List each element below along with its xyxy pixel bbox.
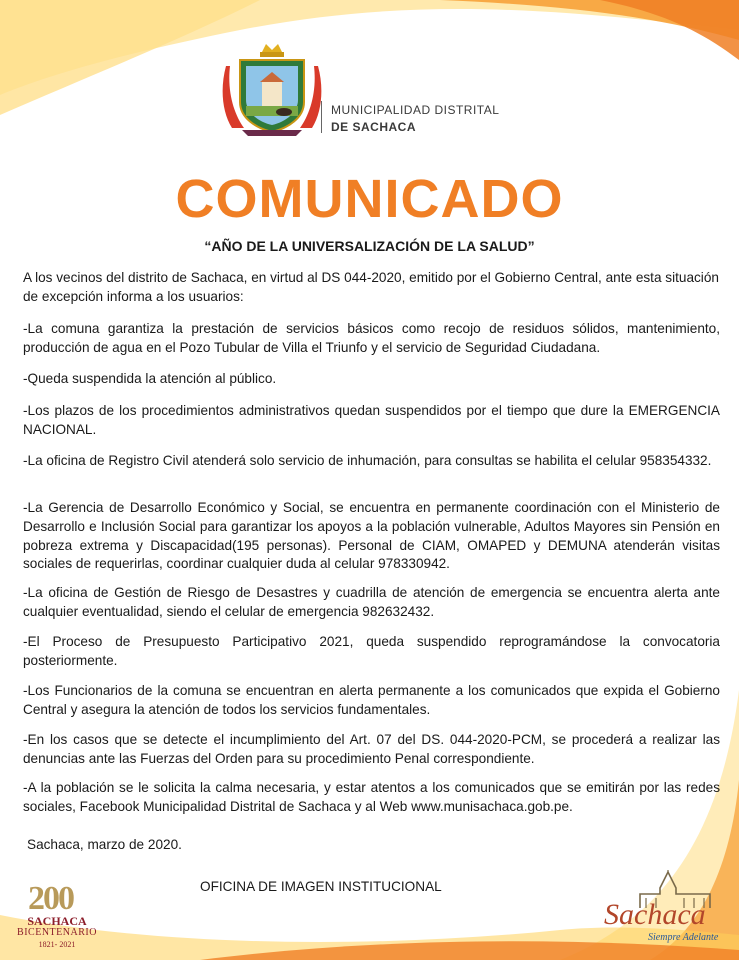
bicentenario-years: 1821- 2021 [38,940,76,949]
municipality-district: DE SACHACA [331,120,417,134]
paragraph-intro: A los vecinos del distrito de Sachaca, en virtud al DS 044-2020, emitido por el Gobierno Central, ante esta situación de excepción informa a los usuarios: [23,270,719,304]
brand-slogan: Siempre Adelante [648,932,719,943]
paragraph-attention-suspended: -Queda suspendida la atención al público. [23,371,277,386]
bicentenario-name: SACHACA [27,914,87,928]
municipality-name: MUNICIPALIDAD DISTRITAL [331,103,500,117]
paragraph-risk-management: -La oficina de Gestión de Riesgo de Desastres y cuadrilla de atención de emergencia se encuentra alerta ante cualquier eventualidad, siendo el celular de emergencia 982632432. [23,585,720,619]
paragraph-participatory-budget: -El Proceso de Presupuesto Participativo 2021, queda suspendido reprogramándose la convocatoria posteriormente. [23,634,720,668]
paragraph-non-compliance: -En los casos que se detecte el incumplimiento del Art. 07 del DS. 044-2020-PCM, se procederá a realizar las denuncias ante las Fuerzas del Orden para su procedimiento Penal correspondiente. [23,732,720,766]
paragraph-social-development: -La Gerencia de Desarrollo Económico y Social, se encuentra en permanente coordinación con el Ministerio de Desarrollo e Inclusión Social para garantizar los apoyos a la población vulnerable, Adultos Mayores sin Pensión en pobreza extrema y Discapacidad(195 personas). Personal de CIAM, OMAPED y DEMUNA atenderán visitas sociales de requerirlas, coordinar cualquier duda al celular 978330942. [23,500,720,572]
paragraph-basic-services: -La comuna garantiza la prestación de servicios básicos como recojo de residuos sólidos, mantenimiento, producción de agua en el Pozo Tubular de Villa el Triunfo y el servicio de Seguridad Ciudadana. [23,321,720,355]
year-motto: “AÑO DE LA UNIVERSALIZACIÓN DE LA SALUD” [204,238,535,254]
municipal-crest-icon [222,42,322,138]
paragraph-civil-registry: -La oficina de Registro Civil atenderá solo servicio de inhumación, para consultas se habilita el celular 958354332. [23,453,712,468]
paragraph-officials: -Los Funcionarios de la comuna se encuentran en alerta permanente a los comunicados que expida el Gobierno Central y asegura la atención de todos los servicios fundamentales. [23,683,720,717]
page-title: COMUNICADO [175,169,564,229]
header-divider [321,101,322,133]
paragraph-deadlines: -Los plazos de los procedimientos administrativos quedan suspendidos por el tiempo que dure la EMERGENCIA NACIONAL. [23,403,720,437]
bicentenario-label: BICENTENARIO [17,927,97,938]
sachaca-brand-logo [600,870,725,950]
issuing-office: OFICINA DE IMAGEN INSTITUCIONAL [200,879,442,894]
date-line: Sachaca, marzo de 2020. [27,837,182,852]
bicentenario-number: 200 [28,880,73,917]
paragraph-calm-request: -A la población se le solicita la calma necesaria, y estar atentos a los comunicados que se emitirán por las redes sociales, Facebook Municipalidad Distrital de Sachaca y al Web www.munisachaca.gob.pe. [23,780,720,814]
bicentenario-logo [10,880,104,952]
brand-name: Sachaca [604,898,706,931]
